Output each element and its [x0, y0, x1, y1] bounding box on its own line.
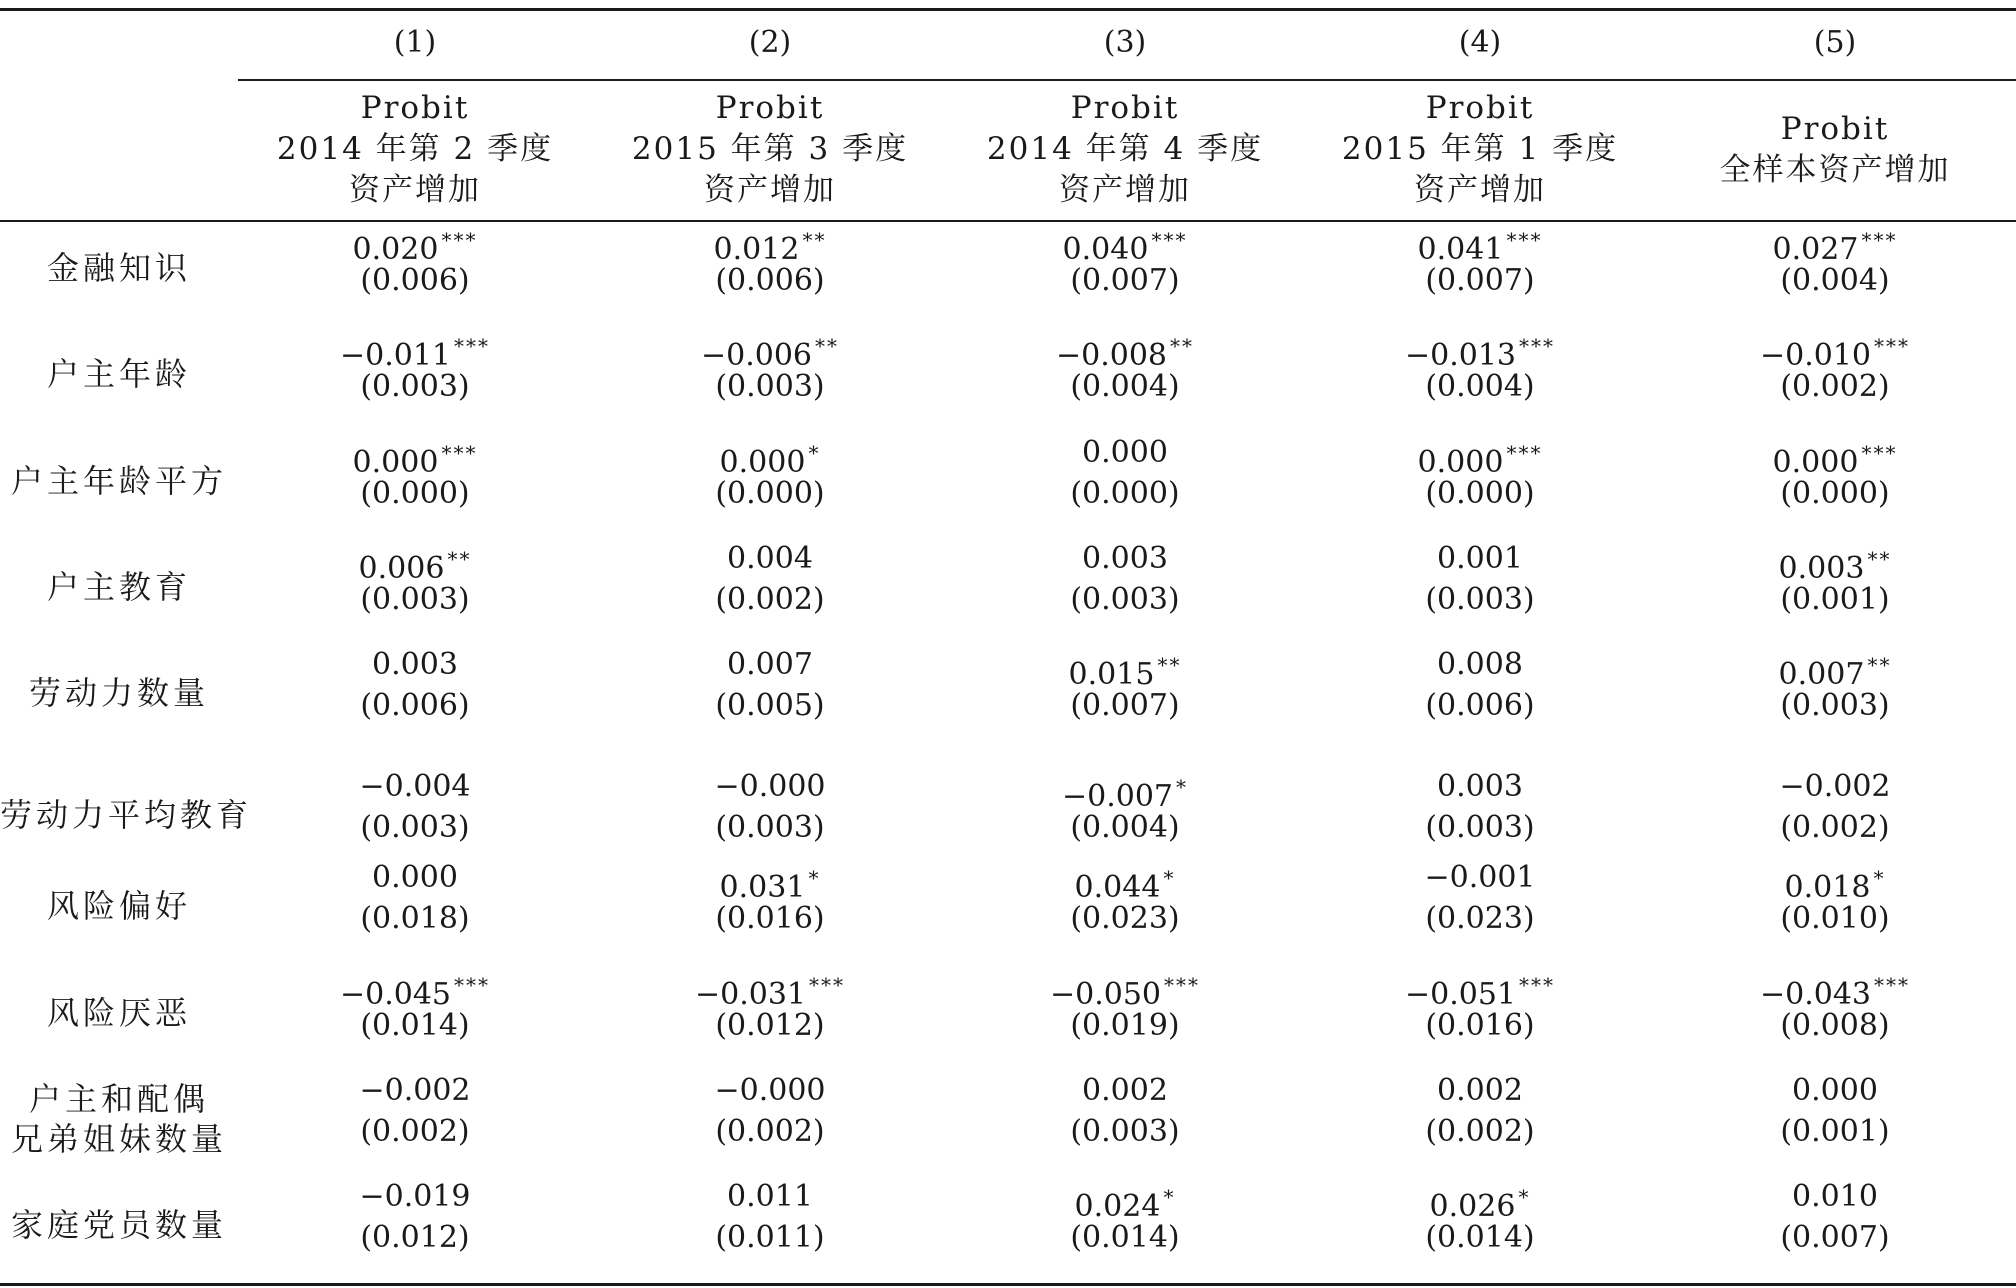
coefficient-cell — [1665, 767, 2005, 807]
coefficient-value: 0.007 — [1778, 657, 1865, 692]
coefficient-cell — [1310, 539, 1650, 579]
coefficient-value: −0.000 — [714, 769, 826, 804]
model-header-2 — [600, 88, 940, 211]
coefficient-value: −0.006 — [700, 338, 813, 373]
standard-error-cell: (0.003) — [1425, 810, 1535, 845]
coefficient-value: 0.003 — [1082, 541, 1168, 576]
coefficient-cell — [955, 1071, 1295, 1111]
coefficient-value: 0.000 — [1772, 445, 1859, 480]
coefficient-value: −0.002 — [1779, 769, 1891, 804]
coefficient-value: 0.003 — [1437, 769, 1523, 804]
coefficient-value: −0.019 — [359, 1179, 471, 1214]
coefficient-cell — [955, 433, 1295, 473]
standard-error-cell: (0.007) — [1070, 263, 1180, 298]
coefficient-value: 0.010 — [1792, 1179, 1878, 1214]
model-header-line: Probit — [715, 90, 825, 126]
coefficient-value: 0.002 — [1437, 1073, 1523, 1108]
row-label — [0, 567, 238, 607]
model-header-line: 2014 年第 4 季度 — [986, 131, 1264, 167]
coefficient-value: 0.026 — [1429, 1189, 1516, 1224]
coefficient-value: 0.027 — [1772, 232, 1859, 267]
standard-error-cell: (0.014) — [1070, 1220, 1180, 1255]
table-bottom-rule — [0, 1283, 2016, 1286]
model-header-4 — [1310, 88, 1650, 211]
standard-error-cell: (0.003) — [360, 810, 470, 845]
significance-stars: *** — [1861, 441, 1898, 465]
standard-error-cell: (0.006) — [360, 263, 470, 298]
standard-error-cell: (0.012) — [360, 1220, 470, 1255]
standard-error-cell: (0.006) — [715, 263, 825, 298]
coefficient-cell — [1310, 767, 1650, 807]
column-number-2: (2) — [748, 25, 792, 60]
significance-stars: * — [1163, 1185, 1176, 1209]
coefficient-value: 0.007 — [727, 647, 813, 682]
model-header-line: Probit — [1780, 111, 1890, 147]
standard-error-cell: (0.002) — [360, 1114, 470, 1149]
model-header-5 — [1665, 109, 2005, 191]
standard-error-cell: (0.003) — [715, 369, 825, 404]
coefficient-value: −0.010 — [1759, 338, 1872, 373]
significance-stars: * — [808, 866, 821, 890]
coefficient-value: −0.008 — [1055, 338, 1168, 373]
significance-stars: * — [1518, 1185, 1531, 1209]
coefficient-value: 0.041 — [1417, 232, 1504, 267]
coefficient-value: 0.000 — [719, 445, 806, 480]
significance-stars: ** — [447, 547, 472, 571]
row-label-text: 劳动力平均教育 — [0, 796, 253, 834]
row-label — [0, 354, 238, 394]
column-number-rule — [238, 79, 2016, 81]
column-number-3: (3) — [1103, 25, 1147, 60]
coefficient-value: −0.001 — [1424, 860, 1536, 895]
significance-stars: *** — [1519, 334, 1556, 358]
significance-stars: ** — [1157, 653, 1182, 677]
standard-error-cell: (0.004) — [1425, 369, 1535, 404]
coefficient-value: 0.002 — [1082, 1073, 1168, 1108]
row-label — [0, 1205, 238, 1245]
standard-error-cell: (0.003) — [1780, 688, 1890, 723]
coefficient-value: −0.011 — [339, 338, 452, 373]
standard-error-cell: (0.002) — [1780, 369, 1890, 404]
coefficient-cell — [1310, 645, 1650, 685]
coefficient-cell — [1665, 1071, 2005, 1111]
row-label-text: 户主和配偶 — [28, 1080, 209, 1118]
coefficient-cell — [245, 858, 585, 898]
standard-error-cell: (0.007) — [1425, 263, 1535, 298]
standard-error-cell: (0.016) — [715, 901, 825, 936]
standard-error-cell: (0.001) — [1780, 582, 1890, 617]
coefficient-value: −0.000 — [714, 1073, 826, 1108]
standard-error-cell: (0.006) — [360, 688, 470, 723]
standard-error-cell: (0.000) — [1425, 476, 1535, 511]
significance-stars: *** — [441, 441, 478, 465]
coefficient-value: 0.020 — [352, 232, 439, 267]
standard-error-cell: (0.007) — [1780, 1220, 1890, 1255]
model-header-line: Probit — [1070, 90, 1180, 126]
model-header-line: 资产增加 — [1059, 172, 1191, 208]
coefficient-cell — [600, 645, 940, 685]
model-header-line: 全样本资产增加 — [1719, 152, 1951, 188]
coefficient-value: 0.003 — [1778, 551, 1865, 586]
standard-error-cell: (0.023) — [1425, 901, 1535, 936]
model-header-line: 2015 年第 1 季度 — [1341, 131, 1619, 167]
significance-stars: * — [1176, 775, 1189, 799]
row-label-text: 户主教育 — [46, 568, 191, 606]
coefficient-value: −0.013 — [1404, 338, 1517, 373]
column-number-5: (5) — [1813, 25, 1857, 60]
significance-stars: * — [808, 441, 821, 465]
standard-error-cell: (0.002) — [1425, 1114, 1535, 1149]
standard-error-cell: (0.003) — [715, 810, 825, 845]
standard-error-cell: (0.002) — [715, 582, 825, 617]
significance-stars: *** — [454, 973, 491, 997]
row-label — [0, 886, 238, 926]
standard-error-cell: (0.003) — [360, 582, 470, 617]
standard-error-cell: (0.004) — [1780, 263, 1890, 298]
row-label — [0, 673, 238, 713]
coefficient-value: −0.031 — [694, 977, 807, 1012]
standard-error-cell: (0.003) — [1425, 582, 1535, 617]
coefficient-value: −0.004 — [359, 769, 471, 804]
coefficient-cell — [600, 1177, 940, 1217]
coefficient-cell — [1310, 858, 1650, 898]
standard-error-cell: (0.003) — [1070, 582, 1180, 617]
coefficient-value: 0.024 — [1074, 1189, 1161, 1224]
coefficient-value: −0.051 — [1404, 977, 1517, 1012]
significance-stars: *** — [1506, 228, 1543, 252]
significance-stars: ** — [1867, 547, 1892, 571]
row-label-text: 户主年龄平方 — [10, 462, 227, 500]
row-label — [0, 248, 238, 288]
standard-error-cell: (0.010) — [1780, 901, 1890, 936]
coefficient-value: 0.001 — [1437, 541, 1523, 576]
coefficient-cell — [245, 1177, 585, 1217]
significance-stars: ** — [815, 334, 840, 358]
model-header-line: 资产增加 — [1414, 172, 1546, 208]
column-number-1: (1) — [393, 25, 437, 60]
standard-error-cell: (0.004) — [1070, 369, 1180, 404]
coefficient-value: 0.000 — [352, 445, 439, 480]
standard-error-cell: (0.014) — [1425, 1220, 1535, 1255]
coefficient-value: 0.012 — [713, 232, 800, 267]
model-header-line: 资产增加 — [349, 172, 481, 208]
coefficient-value: 0.000 — [372, 860, 458, 895]
standard-error-cell: (0.019) — [1070, 1008, 1180, 1043]
coefficient-value: 0.004 — [727, 541, 813, 576]
coefficient-value: 0.000 — [1792, 1073, 1878, 1108]
standard-error-cell: (0.023) — [1070, 901, 1180, 936]
model-header-line: 资产增加 — [704, 172, 836, 208]
coefficient-cell — [1310, 1071, 1650, 1111]
standard-error-cell: (0.016) — [1425, 1008, 1535, 1043]
coefficient-cell — [245, 767, 585, 807]
significance-stars: *** — [1861, 228, 1898, 252]
coefficient-value: 0.011 — [727, 1179, 813, 1214]
standard-error-cell: (0.007) — [1070, 688, 1180, 723]
standard-error-cell: (0.000) — [360, 476, 470, 511]
coefficient-cell — [600, 1071, 940, 1111]
model-header-line: Probit — [360, 90, 470, 126]
significance-stars: *** — [454, 334, 491, 358]
row-label-text: 兄弟姐妹数量 — [10, 1120, 227, 1158]
significance-stars: *** — [1164, 973, 1201, 997]
coefficient-value: 0.003 — [372, 647, 458, 682]
coefficient-value: 0.040 — [1062, 232, 1149, 267]
significance-stars: ** — [1867, 653, 1892, 677]
row-label-text: 户主年龄 — [46, 355, 191, 393]
row-label-text: 风险厌恶 — [46, 994, 191, 1032]
significance-stars: ** — [802, 228, 827, 252]
standard-error-cell: (0.011) — [715, 1220, 825, 1255]
standard-error-cell: (0.003) — [360, 369, 470, 404]
coefficient-cell — [245, 645, 585, 685]
model-header-line: Probit — [1425, 90, 1535, 126]
row-label-text: 劳动力数量 — [28, 674, 209, 712]
standard-error-cell: (0.012) — [715, 1008, 825, 1043]
standard-error-cell: (0.000) — [715, 476, 825, 511]
model-header-line: 2014 年第 2 季度 — [276, 131, 554, 167]
standard-error-cell: (0.004) — [1070, 810, 1180, 845]
coefficient-value: −0.045 — [339, 977, 452, 1012]
significance-stars: ** — [1170, 334, 1195, 358]
significance-stars: *** — [441, 228, 478, 252]
row-label — [0, 461, 238, 501]
coefficient-value: 0.015 — [1068, 657, 1155, 692]
coefficient-value: −0.043 — [1759, 977, 1872, 1012]
coefficient-value: 0.006 — [358, 551, 445, 586]
coefficient-cell — [600, 767, 940, 807]
coefficient-cell — [600, 539, 940, 579]
standard-error-cell: (0.000) — [1070, 476, 1180, 511]
model-header-1 — [245, 88, 585, 211]
standard-error-cell: (0.008) — [1780, 1008, 1890, 1043]
row-label-text: 风险偏好 — [46, 887, 191, 925]
significance-stars: *** — [1151, 228, 1188, 252]
coefficient-value: 0.008 — [1437, 647, 1523, 682]
significance-stars: *** — [809, 973, 846, 997]
standard-error-cell: (0.002) — [1780, 810, 1890, 845]
standard-error-cell: (0.018) — [360, 901, 470, 936]
standard-error-cell: (0.002) — [715, 1114, 825, 1149]
coefficient-cell — [955, 539, 1295, 579]
row-label — [0, 795, 253, 835]
significance-stars: *** — [1874, 973, 1911, 997]
standard-error-cell: (0.000) — [1780, 476, 1890, 511]
table-top-rule — [0, 8, 2016, 11]
model-header-line: 2015 年第 3 季度 — [631, 131, 909, 167]
standard-error-cell: (0.001) — [1780, 1114, 1890, 1149]
standard-error-cell: (0.005) — [715, 688, 825, 723]
coefficient-value: −0.007 — [1061, 779, 1174, 814]
standard-error-cell: (0.014) — [360, 1008, 470, 1043]
significance-stars: *** — [1506, 441, 1543, 465]
coefficient-value: 0.000 — [1417, 445, 1504, 480]
significance-stars: *** — [1874, 334, 1911, 358]
column-number-4: (4) — [1458, 25, 1502, 60]
significance-stars: * — [1873, 866, 1886, 890]
row-label — [0, 993, 238, 1033]
coefficient-value: −0.050 — [1049, 977, 1162, 1012]
standard-error-cell: (0.003) — [1070, 1114, 1180, 1149]
coefficient-value: 0.044 — [1074, 870, 1161, 905]
coefficient-value: 0.031 — [719, 870, 806, 905]
coefficient-cell — [1665, 1177, 2005, 1217]
coefficient-value: −0.002 — [359, 1073, 471, 1108]
significance-stars: * — [1163, 866, 1176, 890]
significance-stars: *** — [1519, 973, 1556, 997]
coefficient-value: 0.018 — [1784, 870, 1871, 905]
row-label — [0, 1079, 238, 1159]
row-label-text: 家庭党员数量 — [10, 1206, 227, 1244]
standard-error-cell: (0.006) — [1425, 688, 1535, 723]
coefficient-cell — [245, 1071, 585, 1111]
model-header-3 — [955, 88, 1295, 211]
coefficient-value: 0.000 — [1082, 435, 1168, 470]
row-label-text: 金融知识 — [46, 249, 191, 287]
